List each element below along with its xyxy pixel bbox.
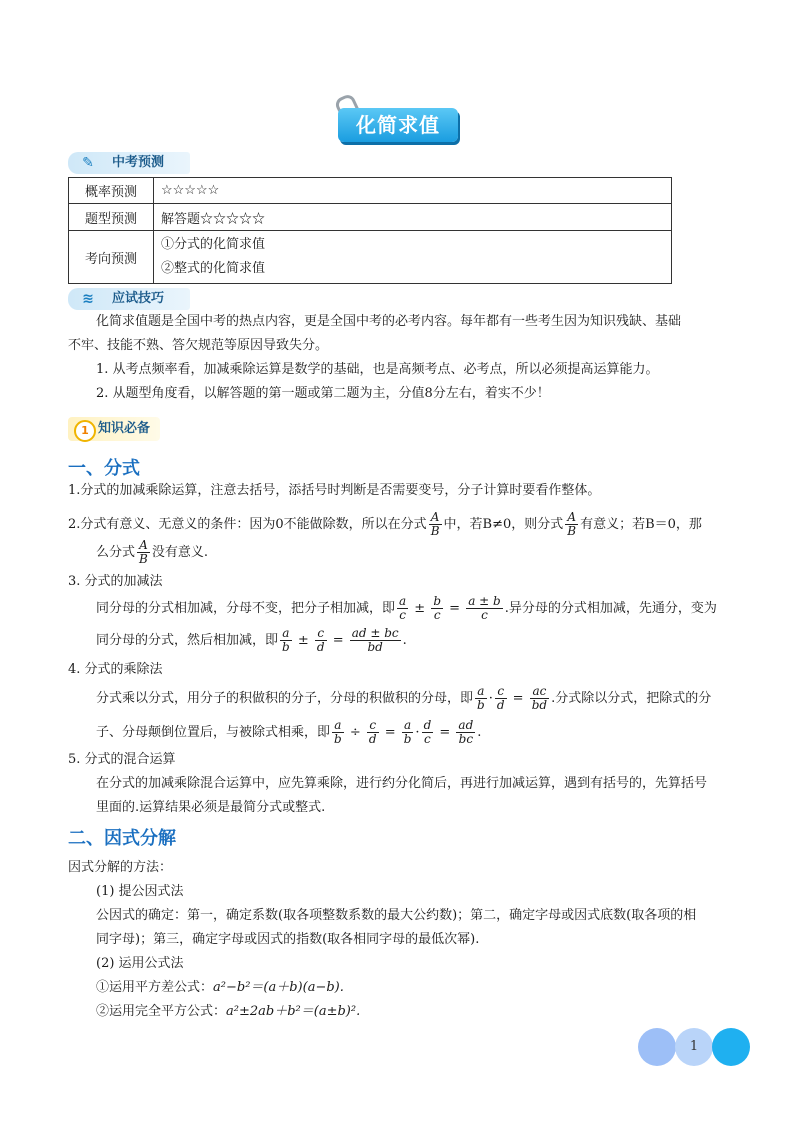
section-number-badge: 1 xyxy=(74,420,96,442)
skills-item: 1. 从考点频率看，加减乘除运算是数学的基础，也是高频考点、必考点，所以必须提高运算能力。 xyxy=(96,362,659,377)
fraction: $\frac{a}{b}$ xyxy=(282,626,290,654)
text: 子、分母颠倒位置后，与被除式相乘，即 xyxy=(96,725,331,740)
text: 没有意义. xyxy=(151,545,208,560)
subheading: 5. 分式的混合运算 xyxy=(68,752,176,767)
paragraph xyxy=(96,978,344,998)
fraction: $\frac{ad}{bc}$ xyxy=(458,718,474,746)
fraction: $\frac{a}{b}$ xyxy=(403,718,412,746)
paragraph: 公因式的确定：第一，确定系数(取各项整数系数的最大公约数)；第二，确定字母或因式底数(取各项的相 xyxy=(96,908,697,923)
fraction: $\frac{ad \pm bc}{bd}$ xyxy=(351,626,399,654)
text: 同分母的分式，然后相加减，即 xyxy=(96,633,279,648)
skills-item: 2. 从题型角度看，以解答题的第一题或第二题为主，分值8分左右，着实不少！ xyxy=(96,386,550,401)
paragraph xyxy=(68,510,702,540)
fraction: $\frac{A}{B}$ xyxy=(567,510,577,538)
table-row xyxy=(69,204,672,231)
knowledge-section-tag xyxy=(68,417,160,441)
paragraph: 同字母)；第三，确定字母或因式的指数(取各相同字母的最低次幂). xyxy=(96,932,480,947)
operator: = xyxy=(380,725,400,740)
table-key: 题型预测 xyxy=(69,204,154,231)
page-decoration-circle xyxy=(712,1028,750,1066)
skills-intro: 不牢、技能不熟、答欠规范等原因导致失分。 xyxy=(68,338,329,353)
page-decoration-circle xyxy=(638,1028,676,1066)
fraction: $\frac{c}{d}$ xyxy=(496,684,505,712)
paragraph xyxy=(96,1002,360,1022)
fraction: $\frac{b}{c}$ xyxy=(433,594,442,622)
page-number: 1 xyxy=(675,1028,713,1066)
table-value: ☆☆☆☆☆ xyxy=(154,178,672,204)
paragraph: 里面的.运算结果必须是最简分式或整式. xyxy=(96,800,326,815)
operator: = xyxy=(445,601,465,616)
prediction-section-tag xyxy=(68,152,190,174)
skills-section-label: 应试技巧 xyxy=(112,291,165,306)
table-key: 概率预测 xyxy=(69,178,154,204)
paragraph xyxy=(96,626,407,656)
pencil-icon: ✎ xyxy=(82,155,94,171)
table-value-line: ①分式的化简求值 xyxy=(161,237,266,252)
fraction: $\frac{c}{d}$ xyxy=(368,718,377,746)
text: ②运用完全平方公式： xyxy=(96,1004,227,1019)
prediction-section-label: 中考预测 xyxy=(112,155,165,170)
text: ①运用平方差公式： xyxy=(96,980,214,995)
text: . xyxy=(402,633,407,648)
subheading: 4. 分式的乘除法 xyxy=(68,662,163,677)
paragraph xyxy=(96,684,711,714)
paragraph: 因式分解的方法： xyxy=(68,860,173,875)
operator: ± xyxy=(410,601,430,616)
subheading: (2) 运用公式法 xyxy=(96,956,184,971)
paragraph: 在分式的加减乘除混合运算中，应先算乘除，进行约分化简后，再进行加减运算，遇到有括号的，先算括号 xyxy=(96,776,708,791)
operator: = xyxy=(435,725,455,740)
section-heading: 一、分式 xyxy=(68,458,140,479)
text: 2.分式有意义、无意义的条件：因为0不能做除数，所以在分式 xyxy=(68,517,427,532)
fraction: $\frac{A}{B}$ xyxy=(139,538,148,566)
operator: · xyxy=(488,691,493,706)
fraction: $\frac{a}{b}$ xyxy=(334,718,342,746)
formula: a²±2ab＋b²＝(a±b)². xyxy=(226,1004,361,1019)
text: . xyxy=(477,725,482,740)
text: 分式乘以分式，用分子的积做积的分子，分母的积做积的分母，即 xyxy=(96,691,474,706)
subheading: (1) 提公因式法 xyxy=(96,884,184,899)
fraction: $\frac{d}{c}$ xyxy=(423,718,432,746)
operator: · xyxy=(415,725,420,740)
skills-section-tag xyxy=(68,288,190,310)
operator: ÷ xyxy=(345,725,365,740)
table-row xyxy=(69,231,672,284)
paragraph xyxy=(96,538,208,568)
table-row xyxy=(69,178,672,204)
text: .异分母的分式相加减，先通分，变为 xyxy=(504,601,717,616)
subheading: 3. 分式的加减法 xyxy=(68,574,163,589)
prediction-table xyxy=(68,177,672,284)
text: .分式除以分式，把除式的分 xyxy=(551,691,712,706)
section-heading: 二、因式分解 xyxy=(68,828,176,849)
page-title: 化简求值 xyxy=(338,108,458,142)
text: 同分母的分式相加减，分母不变，把分子相加减，即 xyxy=(96,601,396,616)
fraction: $\frac{a \pm b}{c}$ xyxy=(468,594,501,622)
fraction: $\frac{c}{d}$ xyxy=(316,626,325,654)
operator: = xyxy=(508,691,528,706)
table-value xyxy=(154,231,672,284)
fraction: $\frac{A}{B}$ xyxy=(430,510,440,538)
paragraph: 1.分式的加减乘除运算，注意去括号，添括号时判断是否需要变号，分子计算时要看作整体。 xyxy=(68,483,601,498)
text: 有意义；若B＝0，那 xyxy=(580,517,702,532)
paragraph xyxy=(96,594,717,624)
table-key: 考向预测 xyxy=(69,231,154,284)
operator: = xyxy=(328,633,348,648)
table-value-line: ②整式的化简求值 xyxy=(161,261,266,276)
fraction: $\frac{a}{b}$ xyxy=(477,684,485,712)
text: 么分式 xyxy=(96,545,136,560)
skills-intro: 化简求值题是全国中考的热点内容，更是全国中考的必考内容。每年都有一些考生因为知识残缺、基础 xyxy=(96,314,682,329)
table-value: 解答题☆☆☆☆☆ xyxy=(154,204,672,231)
paragraph xyxy=(96,718,481,748)
fraction: $\frac{ac}{bd}$ xyxy=(531,684,548,712)
knowledge-section-label: 知识必备 xyxy=(98,421,151,436)
formula: a²−b²＝(a＋b)(a−b). xyxy=(213,980,344,995)
operator: ± xyxy=(293,633,313,648)
layers-icon: ≋ xyxy=(82,291,94,307)
fraction: $\frac{a}{c}$ xyxy=(399,594,407,622)
text: 中，若B≠0，则分式 xyxy=(443,517,564,532)
